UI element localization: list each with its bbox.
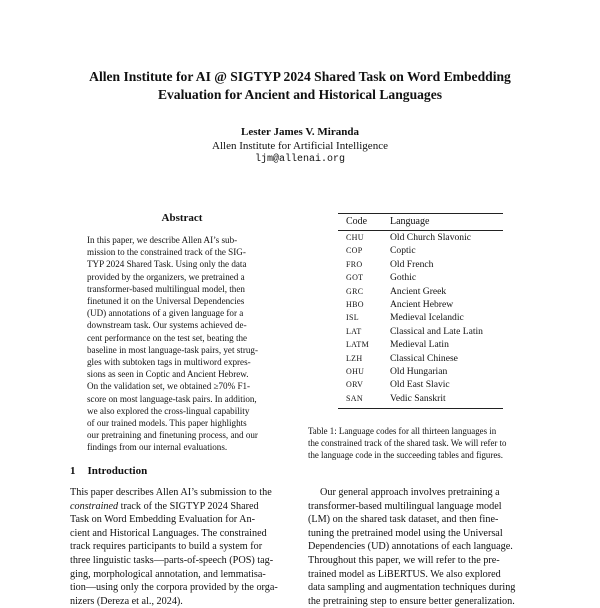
language-code: FRO [346,259,363,269]
language-name: Medieval Icelandic [390,312,464,324]
body-line: Throughout this paper, we will refer to the pre- [308,554,500,566]
language-code: LZH [346,353,363,363]
language-code: HBO [346,300,364,310]
language-name: Medieval Latin [390,339,449,351]
intro-line: This paper describes Allen AI’s submission to the [70,487,272,498]
caption-line: the constrained track of the shared task. We will refer to [308,438,507,448]
language-name: Classical Chinese [390,352,458,364]
abstract-line: On the validation set, we obtained ≥70% F1- [87,381,251,392]
language-code: LAT [346,326,362,336]
table-row [338,285,503,298]
abstract-heading: Abstract [161,212,203,224]
table-row [338,298,503,311]
abstract-body [87,234,277,454]
intro-line: three linguistic tasks—parts-of-speech (POS) tag- [70,554,274,566]
paper-title [40,68,560,104]
body-line: trained model as LiBERTUS. We also explored [308,568,501,580]
column-header-code: Code [338,214,390,231]
intro-line: tion—using only the corpora provided by the orga- [70,582,278,594]
language-code: COP [346,246,363,256]
table-row [338,378,503,391]
author-block [100,125,500,167]
abstract-line: finetuned it on the Universal Dependencies [87,296,245,307]
abstract-line: score on most language-task pairs. In addition, [87,393,257,404]
abstract-line: gles with subtoken tags in multiword expres- [87,357,251,368]
abstract-line: TYP 2024 Shared Task. Using only the data [87,259,247,270]
intro-line: cient and Historical Languages. The constrained [70,527,267,539]
body-line: (LM) on the shared task dataset, and then fine- [308,514,499,526]
abstract-line: findings from our internal evaluations. [87,442,228,453]
language-code: OHU [346,367,365,377]
section-number: 1 [70,465,76,477]
language-name: Gothic [390,272,417,284]
table-caption [308,425,530,461]
abstract-line: In this paper, we describe Allen AI’s sub- [87,235,238,245]
table-row [338,231,503,245]
abstract-line: mission to the constrained track of the SIG- [87,247,246,258]
language-name: Coptic [390,245,416,257]
language-code: GOT [346,273,364,283]
table-row [338,338,503,351]
table-row [338,271,503,284]
language-name: Classical and Late Latin [390,325,483,337]
abstract-line: our pretraining and finetuning process, and our [87,430,258,441]
table-row [338,258,503,271]
language-code: CHU [346,233,364,242]
table-row [338,311,503,324]
body-line: Our general approach involves pretraining a [320,487,500,498]
body-line: transformer-based multilingual language model [308,500,502,512]
intro-line: track requires participants to build a system for [70,541,263,553]
abstract-line: we also explored the cross-lingual capability [87,405,250,416]
section-title: Introduction [87,465,148,477]
language-code: SAN [338,392,390,409]
abstract-line: (UD) annotations of a given language for a [87,308,244,319]
caption-line: Table 1: Language codes for all thirteen languages in [308,426,497,436]
table-row [338,244,503,257]
language-code: ORV [346,380,364,390]
abstract-line: baseline in most language-task pairs, yet strug- [87,344,258,355]
intro-body [70,486,295,608]
right-column-body [308,486,532,608]
emphasis-constrained: constrained [70,500,119,512]
body-line: the pretraining step to ensure better generalization. [308,595,515,607]
author-name: Lester James V. Miranda [241,126,359,138]
intro-line: ging, morphological annotation, and lemmatisa- [70,568,266,580]
abstract-line: transformer-based multilingual model, then [87,283,245,294]
language-name: Ancient Hebrew [390,299,454,311]
language-code: GRC [346,286,364,296]
language-name: Old Church Slavonic [390,232,472,243]
table-row [338,365,503,378]
language-code: LATM [346,340,369,350]
author-affiliation: Allen Institute for Artificial Intelligence [212,140,388,152]
language-name: Old French [390,258,434,270]
body-line: Dependencies (UD) annotations of each language. [308,541,513,553]
language-code-table [338,213,503,409]
caption-line: the language code in the succeeding tables and figures. [308,450,503,460]
language-name: Vedic Sanskrit [390,392,503,409]
author-email: ljm@allenai.org [254,154,345,165]
intro-line: Task on Word Embedding Evaluation for An- [70,514,256,526]
intro-line [70,500,295,514]
body-line: tuning the pretrained model using the Universal [308,527,503,539]
title-line: Evaluation for Ancient and Historical Languages [157,87,443,102]
body-line: data sampling and augmentation techniques during [308,582,516,594]
language-code: ISL [346,313,359,323]
abstract-line: of our trained models. This paper highlights [87,418,247,429]
language-name: Ancient Greek [390,285,447,297]
language-name: Old East Slavic [390,379,450,391]
intro-line-rest: track of the SIGTYP 2024 Shared [118,500,259,512]
table-row [338,352,503,365]
abstract-line: sions as seen in Coptic and Ancient Hebrew. [87,369,249,380]
table-row [338,392,503,409]
intro-heading [70,465,159,477]
abstract-line: cent performance on the test set, beating the [87,332,248,343]
title-line: Allen Institute for AI @ SIGTYP 2024 Shared Task on Word Embedding [89,69,511,84]
abstract-line: downstream task. Our systems achieved de- [87,320,247,331]
column-header-language: Language [390,214,503,231]
abstract-line: provided by the organizers, we pretrained a [87,271,245,282]
table-header-row [338,214,503,231]
table-row [338,325,503,338]
language-name: Old Hungarian [390,366,448,378]
intro-line: nizers (Dereza et al., 2024). [70,595,183,607]
